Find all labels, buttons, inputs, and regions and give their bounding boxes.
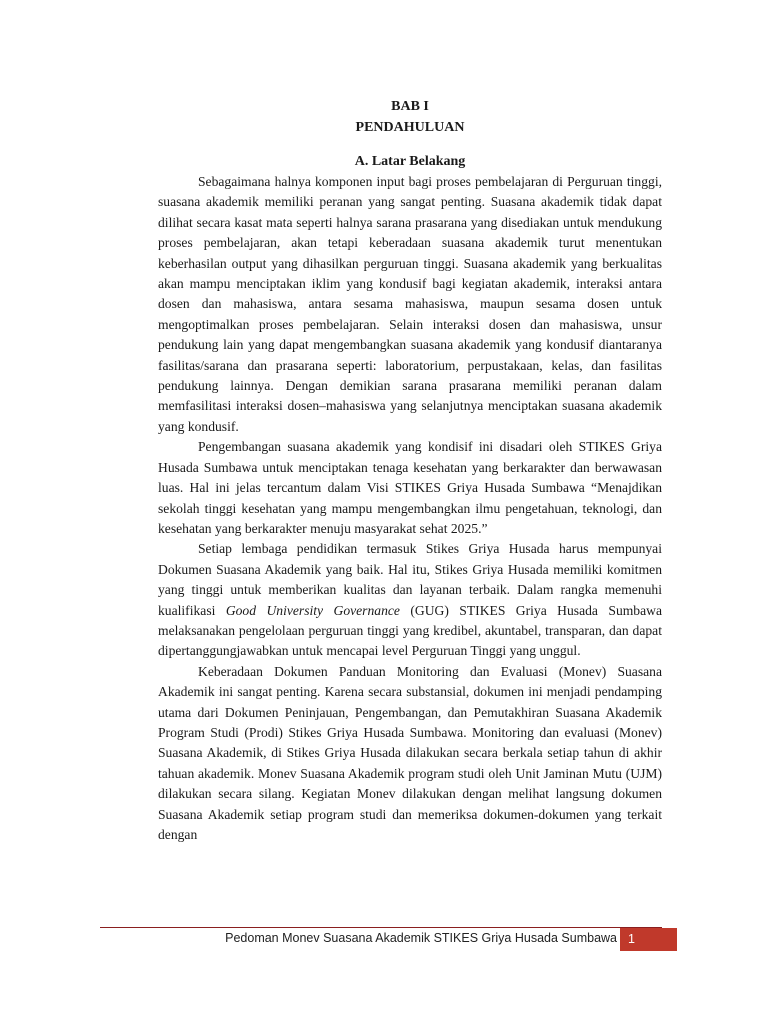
- paragraph-1: Sebagaimana halnya komponen input bagi proses pembelajaran di Perguruan tinggi, suasana akademik memiliki peranan yang sangat penting. Suasana akademik tidak dapat dilihat secara kasat mata seperti halnya sarana prasarana yang disediakan untuk mendukung proses pembelajaran, akan tetapi keberadaan suasana akademik turut menentukan keberhasilan output yang dihasilkan perguruan tinggi. Suasana akademik yang berkualitas akan mampu menciptakan iklim yang kondusif bagi kegiatan akademik, interaksi antara dosen dan mahasiswa, antara sesama mahasiswa, maupun sesama dosen untuk mengoptimalkan proses pembelajaran. Selain interaksi dosen dan mahasiswa, unsur pendukung lain yang dapat mengembangkan suasana akademik yang kondusif diantaranya fasilitas/sarana dan prasarana seperti: laboratorium, perpustakaan, kelas, dan fasilitas pendukung lainnya. Dengan demikian sarana prasarana memiliki peranan dalam memfasilitasi interaksi dosen–mahasiswa yang selanjutnya menciptakan suasana akademik yang kondusif.: [158, 174, 662, 434]
- page-number-badge: 1: [620, 928, 677, 951]
- paragraph-4: Keberadaan Dokumen Panduan Monitoring dan Evaluasi (Monev) Suasana Akademik ini sangat penting. Karena secara substansial, dokumen ini menjadi pendamping utama dari Dokumen Peninjauan, Pengembangan, dan Pemutakhiran Suasana Akademik Program Studi (Prodi) Stikes Griya Husada Sumbawa. Monitoring dan evaluasi (Monev) Suasana Akademik, di Stikes Griya Husada dilakukan secara berkala setiap tahun di akhir tahuan akademik. Monev Suasana Akademik program studi oleh Unit Jaminan Mutu (UJM) dilakukan secara silang. Kegiatan Monev dilakukan dengan melihat langsung dokumen Suasana Akademik setiap program studi dan memeriksa dokumen-dokumen yang terkait dengan: [158, 663, 662, 842]
- paragraph-3-italic: Good University Governance: [225, 602, 400, 618]
- body-text: [158, 172, 662, 845]
- chapter-number: BAB I: [391, 99, 429, 114]
- chapter-title: PENDAHULUAN: [355, 120, 465, 135]
- paragraph-3-end: (GUG) STIKES Griya Husada Sumbawa melaksanakan pengelolaan perguruan tinggi yang kredibel, akuntabel, transparan, dan dapat dipertanggungjawabkan untuk mencapai level Perguruan Tinggi yang unggul.: [158, 602, 662, 659]
- page-footer: [100, 928, 677, 951]
- paragraph-2: Pengembangan suasana akademik yang kondisif ini disadari oleh STIKES Griya Husada Sumbawa untuk menciptakan tenaga kesehatan yang berkarakter dan berwawasan luas. Hal ini jelas tercantum dalam Visi STIKES Griya Husada Sumbawa “Menajdikan sekolah tinggi kesehatan yang mampu mengembangkan ilmu pengetahuan, teknologi, dan kesehatan yang berkarakter menuju masyarakat sehat 2025.”: [158, 439, 662, 536]
- section-title: A. Latar Belakang: [354, 154, 466, 169]
- paragraph-3-start: Setiap lembaga pendidikan termasuk Stikes Griya Husada harus mempunyai Dokumen Suasana Akademik yang baik. Hal itu, Stikes Griya Husada memiliki komitmen yang tinggi untuk memberikan kualitas dan layanan terbaik. Dalam rangka memenuhi kualifikasi: [158, 541, 662, 618]
- paragraph-3: [158, 539, 662, 661]
- document-page: [158, 96, 662, 845]
- footer-title: Pedoman Monev Suasana Akademik STIKES Griya Husada Sumbawa: [225, 931, 617, 945]
